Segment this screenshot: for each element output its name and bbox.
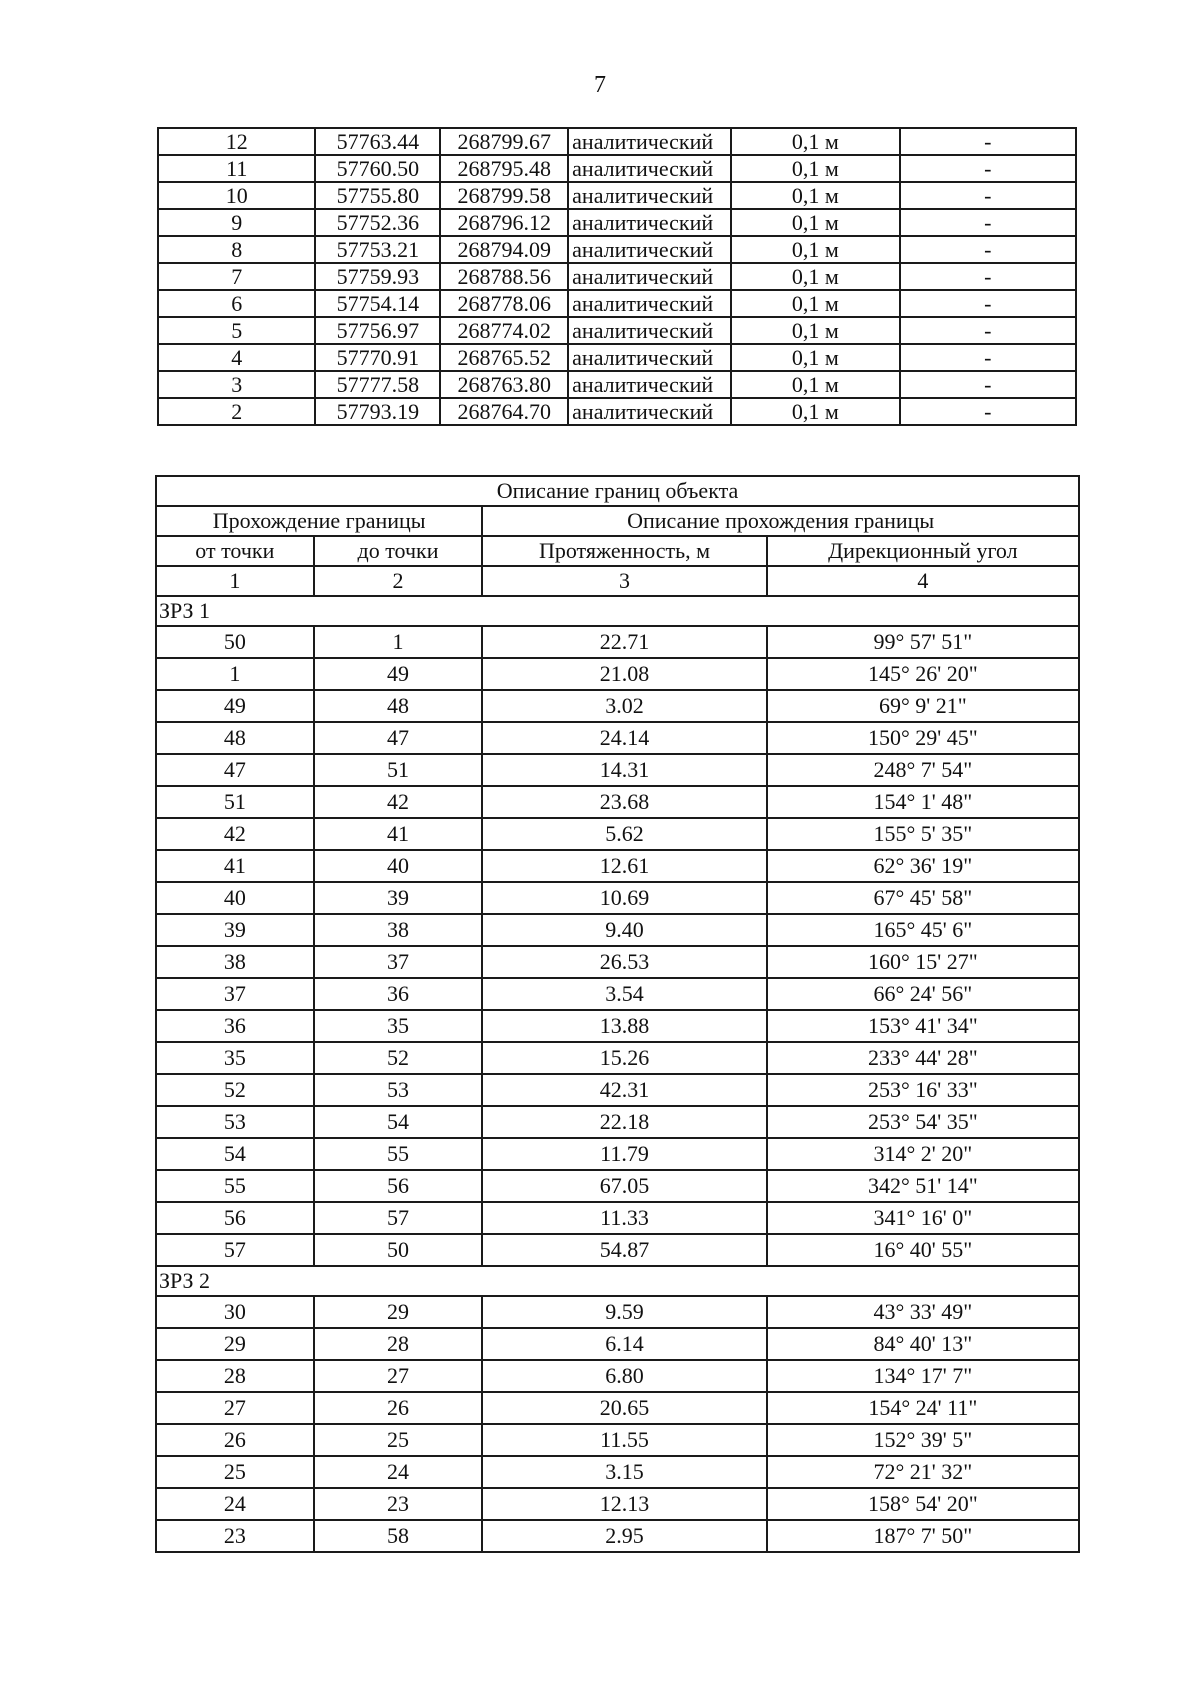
point-number-cell: 7: [158, 263, 315, 290]
from-point-cell: 25: [156, 1456, 314, 1488]
length-cell: 54.87: [482, 1234, 766, 1266]
point-number-cell: 3: [158, 371, 315, 398]
group-header-boundary-description: Описание прохождения границы: [482, 506, 1079, 536]
to-point-cell: 52: [314, 1042, 483, 1074]
to-point-cell: 38: [314, 914, 483, 946]
section-row: [156, 596, 1079, 626]
boundary-segment-row: [156, 1234, 1079, 1266]
coordinates-table: [157, 127, 1077, 426]
y-coordinate-cell: 268774.02: [440, 317, 568, 344]
method-cell: аналитический: [568, 398, 731, 425]
from-point-cell: 1: [156, 658, 314, 690]
to-point-cell: 57: [314, 1202, 483, 1234]
coordinate-row: [158, 317, 1076, 344]
accuracy-cell: 0,1 м: [731, 155, 900, 182]
from-point-cell: 56: [156, 1202, 314, 1234]
angle-cell: 66° 24' 56": [767, 978, 1079, 1010]
boundary-segment-row: [156, 690, 1079, 722]
length-cell: 10.69: [482, 882, 766, 914]
boundary-segment-row: [156, 1296, 1079, 1328]
to-point-cell: 36: [314, 978, 483, 1010]
boundary-segment-row: [156, 882, 1079, 914]
angle-cell: 153° 41' 34": [767, 1010, 1079, 1042]
accuracy-cell: 0,1 м: [731, 128, 900, 155]
x-coordinate-cell: 57777.58: [315, 371, 440, 398]
point-number-cell: 8: [158, 236, 315, 263]
to-point-cell: 1: [314, 626, 483, 658]
boundary-table-title: Описание границ объекта: [156, 476, 1079, 506]
length-cell: 5.62: [482, 818, 766, 850]
boundary-segment-row: [156, 1074, 1079, 1106]
boundary-segment-row: [156, 1202, 1079, 1234]
angle-cell: 233° 44' 28": [767, 1042, 1079, 1074]
to-point-cell: 53: [314, 1074, 483, 1106]
boundary-table: [155, 475, 1080, 1553]
length-cell: 24.14: [482, 722, 766, 754]
length-cell: 22.71: [482, 626, 766, 658]
from-point-cell: 40: [156, 882, 314, 914]
to-point-cell: 28: [314, 1328, 483, 1360]
x-coordinate-cell: 57763.44: [315, 128, 440, 155]
boundary-segment-row: [156, 1360, 1079, 1392]
accuracy-cell: 0,1 м: [731, 263, 900, 290]
boundary-segment-row: [156, 626, 1079, 658]
from-point-cell: 38: [156, 946, 314, 978]
angle-cell: 134° 17' 7": [767, 1360, 1079, 1392]
angle-cell: 67° 45' 58": [767, 882, 1079, 914]
to-point-cell: 42: [314, 786, 483, 818]
note-cell: -: [900, 182, 1076, 209]
column-header-angle: Дирекционный угол: [767, 536, 1079, 566]
from-point-cell: 28: [156, 1360, 314, 1392]
angle-cell: 160° 15' 27": [767, 946, 1079, 978]
angle-cell: 43° 33' 49": [767, 1296, 1079, 1328]
length-cell: 67.05: [482, 1170, 766, 1202]
angle-cell: 165° 45' 6": [767, 914, 1079, 946]
y-coordinate-cell: 268765.52: [440, 344, 568, 371]
method-cell: аналитический: [568, 236, 731, 263]
length-cell: 2.95: [482, 1520, 766, 1552]
angle-cell: 158° 54' 20": [767, 1488, 1079, 1520]
boundary-segment-row: [156, 754, 1079, 786]
to-point-cell: 37: [314, 946, 483, 978]
y-coordinate-cell: 268795.48: [440, 155, 568, 182]
to-point-cell: 40: [314, 850, 483, 882]
from-point-cell: 26: [156, 1424, 314, 1456]
column-header-length: Протяженность, м: [482, 536, 766, 566]
boundary-segment-row: [156, 914, 1079, 946]
x-coordinate-cell: 57753.21: [315, 236, 440, 263]
angle-cell: 154° 1' 48": [767, 786, 1079, 818]
length-cell: 12.61: [482, 850, 766, 882]
column-number: 1: [156, 566, 314, 596]
coordinate-row: [158, 344, 1076, 371]
boundary-segment-row: [156, 1456, 1079, 1488]
method-cell: аналитический: [568, 344, 731, 371]
coordinate-row: [158, 263, 1076, 290]
column-header-from-point: от точки: [156, 536, 314, 566]
note-cell: -: [900, 317, 1076, 344]
accuracy-cell: 0,1 м: [731, 398, 900, 425]
note-cell: -: [900, 155, 1076, 182]
angle-cell: 145° 26' 20": [767, 658, 1079, 690]
length-cell: 11.33: [482, 1202, 766, 1234]
method-cell: аналитический: [568, 290, 731, 317]
length-cell: 15.26: [482, 1042, 766, 1074]
boundary-group-header-row: [156, 506, 1079, 536]
angle-cell: 84° 40' 13": [767, 1328, 1079, 1360]
note-cell: -: [900, 290, 1076, 317]
boundary-title-row: [156, 476, 1079, 506]
from-point-cell: 51: [156, 786, 314, 818]
method-cell: аналитический: [568, 128, 731, 155]
section-label: ЗРЗ 1: [156, 596, 1079, 626]
boundary-segment-row: [156, 658, 1079, 690]
point-number-cell: 2: [158, 398, 315, 425]
length-cell: 3.02: [482, 690, 766, 722]
to-point-cell: 54: [314, 1106, 483, 1138]
angle-cell: 72° 21' 32": [767, 1456, 1079, 1488]
method-cell: аналитический: [568, 317, 731, 344]
boundary-column-number-row: [156, 566, 1079, 596]
length-cell: 12.13: [482, 1488, 766, 1520]
y-coordinate-cell: 268764.70: [440, 398, 568, 425]
from-point-cell: 24: [156, 1488, 314, 1520]
note-cell: -: [900, 209, 1076, 236]
from-point-cell: 49: [156, 690, 314, 722]
boundary-segment-row: [156, 1520, 1079, 1552]
coordinate-row: [158, 290, 1076, 317]
to-point-cell: 27: [314, 1360, 483, 1392]
accuracy-cell: 0,1 м: [731, 209, 900, 236]
from-point-cell: 57: [156, 1234, 314, 1266]
to-point-cell: 41: [314, 818, 483, 850]
angle-cell: 341° 16' 0": [767, 1202, 1079, 1234]
boundary-segment-row: [156, 1042, 1079, 1074]
from-point-cell: 41: [156, 850, 314, 882]
coordinate-row: [158, 155, 1076, 182]
to-point-cell: 49: [314, 658, 483, 690]
accuracy-cell: 0,1 м: [731, 371, 900, 398]
from-point-cell: 53: [156, 1106, 314, 1138]
boundary-segment-row: [156, 978, 1079, 1010]
column-header-to-point: до точки: [314, 536, 483, 566]
from-point-cell: 55: [156, 1170, 314, 1202]
to-point-cell: 58: [314, 1520, 483, 1552]
point-number-cell: 4: [158, 344, 315, 371]
from-point-cell: 50: [156, 626, 314, 658]
from-point-cell: 47: [156, 754, 314, 786]
angle-cell: 342° 51' 14": [767, 1170, 1079, 1202]
from-point-cell: 39: [156, 914, 314, 946]
to-point-cell: 50: [314, 1234, 483, 1266]
boundary-segment-row: [156, 1488, 1079, 1520]
boundary-segment-row: [156, 1010, 1079, 1042]
point-number-cell: 6: [158, 290, 315, 317]
column-number: 3: [482, 566, 766, 596]
x-coordinate-cell: 57770.91: [315, 344, 440, 371]
length-cell: 6.80: [482, 1360, 766, 1392]
to-point-cell: 23: [314, 1488, 483, 1520]
note-cell: -: [900, 344, 1076, 371]
from-point-cell: 36: [156, 1010, 314, 1042]
method-cell: аналитический: [568, 371, 731, 398]
to-point-cell: 55: [314, 1138, 483, 1170]
length-cell: 26.53: [482, 946, 766, 978]
boundary-segment-row: [156, 946, 1079, 978]
x-coordinate-cell: 57754.14: [315, 290, 440, 317]
point-number-cell: 12: [158, 128, 315, 155]
to-point-cell: 35: [314, 1010, 483, 1042]
x-coordinate-cell: 57756.97: [315, 317, 440, 344]
column-number: 4: [767, 566, 1079, 596]
angle-cell: 314° 2' 20": [767, 1138, 1079, 1170]
boundary-segment-row: [156, 1106, 1079, 1138]
accuracy-cell: 0,1 м: [731, 182, 900, 209]
accuracy-cell: 0,1 м: [731, 344, 900, 371]
angle-cell: 187° 7' 50": [767, 1520, 1079, 1552]
y-coordinate-cell: 268788.56: [440, 263, 568, 290]
angle-cell: 155° 5' 35": [767, 818, 1079, 850]
from-point-cell: 48: [156, 722, 314, 754]
from-point-cell: 27: [156, 1392, 314, 1424]
length-cell: 9.59: [482, 1296, 766, 1328]
boundary-column-header-row: [156, 536, 1079, 566]
boundary-segment-row: [156, 850, 1079, 882]
angle-cell: 62° 36' 19": [767, 850, 1079, 882]
length-cell: 23.68: [482, 786, 766, 818]
coordinate-row: [158, 371, 1076, 398]
boundary-segment-row: [156, 1328, 1079, 1360]
from-point-cell: 23: [156, 1520, 314, 1552]
point-number-cell: 10: [158, 182, 315, 209]
point-number-cell: 11: [158, 155, 315, 182]
section-row: [156, 1266, 1079, 1296]
from-point-cell: 54: [156, 1138, 314, 1170]
boundary-segment-row: [156, 722, 1079, 754]
x-coordinate-cell: 57793.19: [315, 398, 440, 425]
from-point-cell: 37: [156, 978, 314, 1010]
to-point-cell: 29: [314, 1296, 483, 1328]
length-cell: 3.15: [482, 1456, 766, 1488]
length-cell: 13.88: [482, 1010, 766, 1042]
x-coordinate-cell: 57755.80: [315, 182, 440, 209]
angle-cell: 253° 16' 33": [767, 1074, 1079, 1106]
to-point-cell: 24: [314, 1456, 483, 1488]
group-header-boundary-passage: Прохождение границы: [156, 506, 482, 536]
from-point-cell: 30: [156, 1296, 314, 1328]
column-number: 2: [314, 566, 483, 596]
from-point-cell: 35: [156, 1042, 314, 1074]
length-cell: 14.31: [482, 754, 766, 786]
length-cell: 6.14: [482, 1328, 766, 1360]
coordinate-row: [158, 209, 1076, 236]
method-cell: аналитический: [568, 155, 731, 182]
length-cell: 42.31: [482, 1074, 766, 1106]
y-coordinate-cell: 268778.06: [440, 290, 568, 317]
section-label: ЗРЗ 2: [156, 1266, 1079, 1296]
to-point-cell: 56: [314, 1170, 483, 1202]
angle-cell: 150° 29' 45": [767, 722, 1079, 754]
boundary-segment-row: [156, 1424, 1079, 1456]
method-cell: аналитический: [568, 263, 731, 290]
y-coordinate-cell: 268799.67: [440, 128, 568, 155]
method-cell: аналитический: [568, 209, 731, 236]
y-coordinate-cell: 268796.12: [440, 209, 568, 236]
length-cell: 20.65: [482, 1392, 766, 1424]
angle-cell: 152° 39' 5": [767, 1424, 1079, 1456]
length-cell: 9.40: [482, 914, 766, 946]
coordinate-row: [158, 182, 1076, 209]
to-point-cell: 25: [314, 1424, 483, 1456]
point-number-cell: 9: [158, 209, 315, 236]
x-coordinate-cell: 57752.36: [315, 209, 440, 236]
length-cell: 11.55: [482, 1424, 766, 1456]
coordinates-table-body: [158, 128, 1076, 425]
angle-cell: 248° 7' 54": [767, 754, 1079, 786]
boundary-table-body: [156, 596, 1079, 1552]
y-coordinate-cell: 268799.58: [440, 182, 568, 209]
y-coordinate-cell: 268794.09: [440, 236, 568, 263]
angle-cell: 99° 57' 51": [767, 626, 1079, 658]
note-cell: -: [900, 398, 1076, 425]
accuracy-cell: 0,1 м: [731, 236, 900, 263]
length-cell: 3.54: [482, 978, 766, 1010]
accuracy-cell: 0,1 м: [731, 290, 900, 317]
to-point-cell: 47: [314, 722, 483, 754]
boundary-segment-row: [156, 786, 1079, 818]
angle-cell: 253° 54' 35": [767, 1106, 1079, 1138]
length-cell: 21.08: [482, 658, 766, 690]
length-cell: 22.18: [482, 1106, 766, 1138]
y-coordinate-cell: 268763.80: [440, 371, 568, 398]
boundary-segment-row: [156, 1392, 1079, 1424]
note-cell: -: [900, 236, 1076, 263]
length-cell: 11.79: [482, 1138, 766, 1170]
boundary-segment-row: [156, 1138, 1079, 1170]
x-coordinate-cell: 57760.50: [315, 155, 440, 182]
coordinate-row: [158, 236, 1076, 263]
boundary-segment-row: [156, 818, 1079, 850]
x-coordinate-cell: 57759.93: [315, 263, 440, 290]
note-cell: -: [900, 128, 1076, 155]
angle-cell: 69° 9' 21": [767, 690, 1079, 722]
accuracy-cell: 0,1 м: [731, 317, 900, 344]
note-cell: -: [900, 263, 1076, 290]
to-point-cell: 51: [314, 754, 483, 786]
coordinate-row: [158, 398, 1076, 425]
coordinate-row: [158, 128, 1076, 155]
page-number: 7: [594, 72, 606, 98]
from-point-cell: 52: [156, 1074, 314, 1106]
from-point-cell: 29: [156, 1328, 314, 1360]
from-point-cell: 42: [156, 818, 314, 850]
to-point-cell: 26: [314, 1392, 483, 1424]
to-point-cell: 48: [314, 690, 483, 722]
method-cell: аналитический: [568, 182, 731, 209]
to-point-cell: 39: [314, 882, 483, 914]
note-cell: -: [900, 371, 1076, 398]
angle-cell: 16° 40' 55": [767, 1234, 1079, 1266]
boundary-segment-row: [156, 1170, 1079, 1202]
point-number-cell: 5: [158, 317, 315, 344]
angle-cell: 154° 24' 11": [767, 1392, 1079, 1424]
